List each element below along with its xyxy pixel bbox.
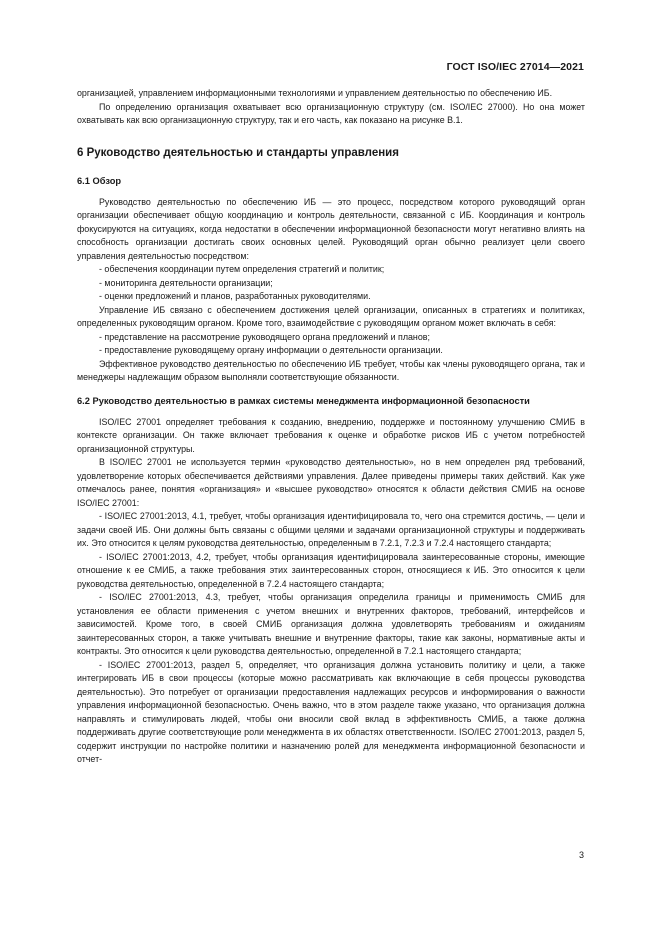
subsection-title: 6.1 Обзор <box>77 175 122 186</box>
page-number: 3 <box>578 850 584 860</box>
paragraph: организацией, управлением информационными технологиями и управлением деятельностью по обеспечению ИБ. <box>77 88 553 98</box>
paragraph: Управление ИБ связано с обеспечением достижения целей организации, описанных в стратегиях и политиках, определенных руководящим органом. Кроме того, взаимодействие с руководящим органом может включать в себя: <box>77 304 585 328</box>
list-item: - представление на рассмотрение руководящего органа предложений и планов; <box>99 331 430 342</box>
list-item: - ISO/IEC 27001:2013, 4.1, требует, чтобы организация идентифицировала то, чего она стремится достичь, — цели и задачи своей ИБ. Они должны быть связаны с общими целями и задачами организационной структуры и поддерживать их. Это относится к целям руководства деятельностью, определенным в 7.2.1, 7.2.3 и 7.2.4 настоящего стандарта; <box>77 511 585 548</box>
paragraph: По определению организация охватывает всю организационную структуру (см. ISO/IEC 27000). Но она может охватывать как всю организационную структуру, так и его часть, как показано на рисунке В.1. <box>77 101 585 125</box>
list-item: - предоставление руководящему органу информации о деятельности организации. <box>99 345 443 355</box>
page-content <box>77 87 585 767</box>
list-item: - ISO/IEC 27001:2013, 4.2, требует, чтобы организация идентифицировала заинтересованные стороны, имеющие отношение к ее СМИБ, а также требования этих заинтересованных сторон, относящиеся к ИБ. Это относится к цели руководства деятельностью, определенной в 7.2.4 настоящего стандарта; <box>77 551 585 589</box>
paragraph: Эффективное руководство деятельностью по обеспечению ИБ требует, чтобы как члены руководящего органа, так и менеджеры надлежащим образом выполняли соответствующие обязанности. <box>77 358 585 382</box>
subsection-title: 6.2 Руководство деятельностью в рамках системы менеджмента информационной безопасности <box>77 395 530 406</box>
section-title: 6 Руководство деятельностью и стандарты управления <box>77 146 399 159</box>
list-item: - мониторинга деятельности организации; <box>99 277 273 288</box>
list-item: - ISO/IEC 27001:2013, 4.3, требует, чтобы организация определила границы и применимость СМИБ для установления ее области применения с учетом внешних и внутренних факторов, требований, интерфейсов и зависимостей. Кроме того, в своей СМИБ организация должна удовлетворять требованиям и ожиданиям заинтересованных сторон, а также учитывать внешние и внутренние факторы, такие как законы, нормативные акты и контракты. Это относится к цели руководства деятельностью, определенной в 7.2.1 настоящего стандарта; <box>77 592 585 656</box>
list-item: - обеспечения координации путем определения стратегий и политик; <box>99 264 385 274</box>
paragraph: В ISO/IEC 27001 не используется термин «руководство деятельностью», но в нем определен ряд требований, удовлетворение которых обеспечивается действиями управления. Далее приведены примеры таких действий. Как уже отмечалось ранее, понятия «организация» и «высшее руководство» относятся к области действия СМИБ на основе ISO/IEC 27001: <box>77 457 585 508</box>
document-header: ГОСТ ISO/IEC 27014—2021 <box>446 61 584 73</box>
list-item: - ISO/IEC 27001:2013, раздел 5, определяет, что организация должна установить политику и цели, а также интегрировать ИБ в свои процессы (которые можно рассматривать как включающие в себя процессы руководства деятельностью). Это потребует от организации предоставления надлежащих ресурсов и информирования о важности управления информационной безопасностью. Очень важно, что в этом разделе также указано, что организация должна направлять и стимулировать людей, чтобы они вносили свой вклад в эффективность СМИБ, а также должна поддерживать другие соответствующие роли менеджмента в их областях ответственности. ISO/IEC 27001:2013, раздел 5, содержит инструкции по настройке политики и назначению ролей для менеджмента информационной безопасности и отчет- <box>77 659 585 764</box>
paragraph: ISO/IEC 27001 определяет требования к созданию, внедрению, поддержке и постоянному улучшению СМИБ в контексте организации. Он также включает требования к оценке и обработке рисков ИБ с учетом потребностей организационной структуры. <box>77 416 585 454</box>
paragraph: Руководство деятельностью по обеспечению ИБ — это процесс, посредством которого руководящий орган организации обеспечивает общую координацию и контроль деятельности, связанной с ИБ. Координация и контроль фокусируются на ситуациях, когда недостатки в обеспечении информационной безопасности могут негативно влиять на способность организации достигать своих основных целей. Руководящий орган обычно реализует цели своего управления деятельностью посредством: <box>77 196 585 261</box>
list-item: - оценки предложений и планов, разработанных руководителями. <box>99 291 371 301</box>
